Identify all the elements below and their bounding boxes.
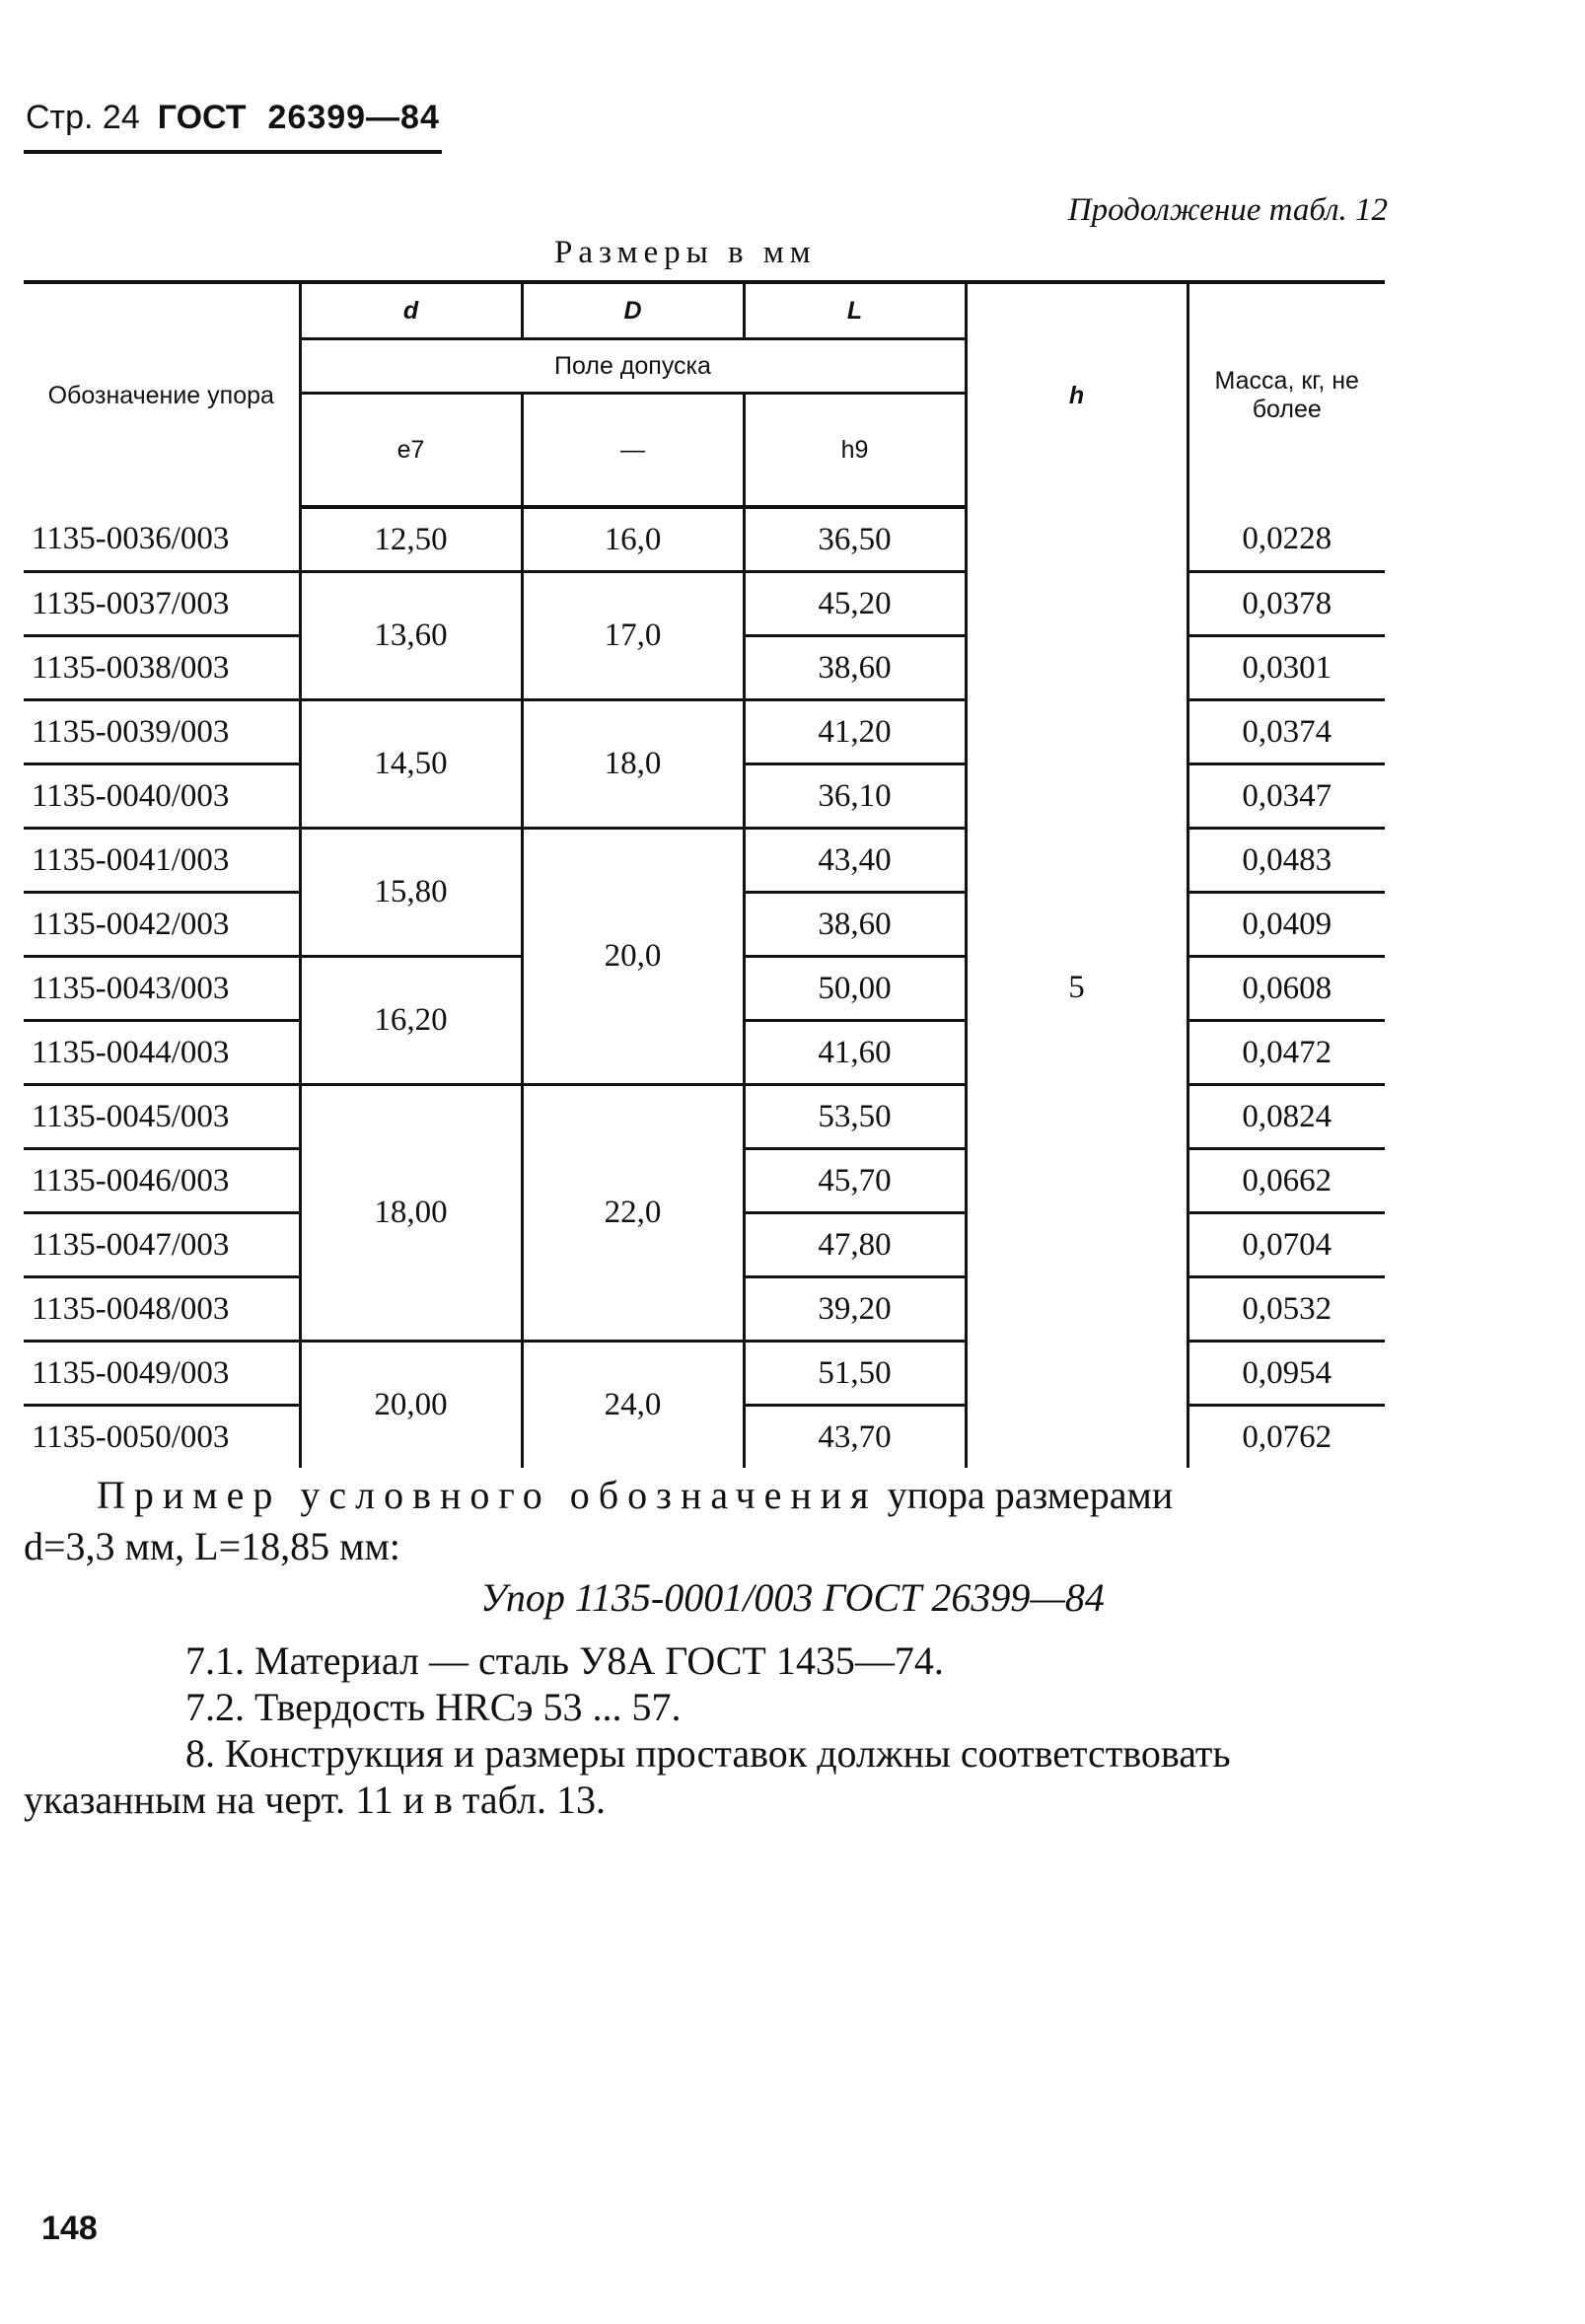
- row-L: 45,20: [744, 572, 966, 636]
- header-designation: Обозначение упора: [24, 282, 300, 507]
- standard-number: 26399—84: [267, 99, 440, 136]
- row-code: 1135-0043/003: [24, 957, 300, 1021]
- header-rule: [24, 150, 442, 154]
- row-D: 16,0: [522, 507, 744, 572]
- row-mass: 0,0301: [1188, 636, 1385, 700]
- numbered-items: [24, 1637, 1399, 1823]
- row-d: 12,50: [300, 507, 522, 572]
- table-units-caption: Размеры в мм: [554, 235, 817, 270]
- row-code: 1135-0045/003: [24, 1085, 300, 1149]
- header-d-tolerance: e7: [300, 394, 522, 508]
- row-code: 1135-0036/003: [24, 507, 300, 572]
- header-L: L: [744, 282, 966, 339]
- item-7-2: 7.2. Твердость HRCэ 53 ... 57.: [185, 1685, 682, 1729]
- row-code: 1135-0050/003: [24, 1406, 300, 1469]
- row-code: 1135-0037/003: [24, 572, 300, 636]
- header-mass: Масса, кг, не более: [1188, 282, 1385, 507]
- row-code: 1135-0044/003: [24, 1021, 300, 1085]
- row-code: 1135-0046/003: [24, 1149, 300, 1213]
- row-h: 5: [966, 507, 1188, 1468]
- page-number: 148: [41, 2210, 98, 2247]
- row-L: 43,70: [744, 1406, 966, 1469]
- row-d: 14,50: [300, 700, 522, 829]
- row-code: 1135-0048/003: [24, 1277, 300, 1342]
- row-code: 1135-0047/003: [24, 1213, 300, 1277]
- table-row: [24, 507, 1385, 572]
- row-L: 41,60: [744, 1021, 966, 1085]
- row-d: 16,20: [300, 957, 522, 1085]
- row-d: 15,80: [300, 829, 522, 957]
- row-mass: 0,0374: [1188, 700, 1385, 764]
- example-rest: упора размерами: [887, 1473, 1174, 1517]
- row-L: 53,50: [744, 1085, 966, 1149]
- row-L: 47,80: [744, 1213, 966, 1277]
- row-d: 13,60: [300, 572, 522, 700]
- row-code: 1135-0040/003: [24, 764, 300, 829]
- running-header: [26, 99, 440, 137]
- row-L: 51,50: [744, 1342, 966, 1406]
- row-mass: 0,0472: [1188, 1021, 1385, 1085]
- standard-label: ГОСТ: [157, 99, 247, 136]
- header-d: d: [300, 282, 522, 339]
- row-mass: 0,0704: [1188, 1213, 1385, 1277]
- row-code: 1135-0041/003: [24, 829, 300, 893]
- row-L: 36,10: [744, 764, 966, 829]
- row-d: 18,00: [300, 1085, 522, 1342]
- row-mass: 0,0532: [1188, 1277, 1385, 1342]
- row-L: 36,50: [744, 507, 966, 572]
- header-L-tolerance: h9: [744, 394, 966, 508]
- row-mass: 0,0378: [1188, 572, 1385, 636]
- header-tolerance: Поле допуска: [300, 339, 966, 394]
- row-mass: 0,0662: [1188, 1149, 1385, 1213]
- row-code: 1135-0049/003: [24, 1342, 300, 1406]
- page-label: Стр. 24: [26, 99, 140, 136]
- row-L: 45,70: [744, 1149, 966, 1213]
- row-D: 17,0: [522, 572, 744, 700]
- item-7-1: 7.1. Материал — сталь У8А ГОСТ 1435—74.: [185, 1638, 944, 1683]
- example-lead: Пример условного обозначения: [97, 1473, 878, 1517]
- row-code: 1135-0038/003: [24, 636, 300, 700]
- row-D: 24,0: [522, 1342, 744, 1469]
- header-D: D: [522, 282, 744, 339]
- row-mass: 0,0483: [1188, 829, 1385, 893]
- row-mass: 0,0228: [1188, 507, 1385, 572]
- row-L: 43,40: [744, 829, 966, 893]
- row-code: 1135-0039/003: [24, 700, 300, 764]
- header-D-tolerance: —: [522, 394, 744, 508]
- row-L: 41,20: [744, 700, 966, 764]
- row-L: 39,20: [744, 1277, 966, 1342]
- item-8-continuation: указанным на черт. 11 и в табл. 13.: [24, 1778, 606, 1822]
- row-D: 22,0: [522, 1085, 744, 1342]
- row-mass: 0,0347: [1188, 764, 1385, 829]
- table-continuation-note: Продолжение табл. 12: [1067, 192, 1388, 228]
- example-designation: Упор 1135-0001/003 ГОСТ 26399—84: [480, 1575, 1105, 1620]
- row-D: 20,0: [522, 829, 744, 1085]
- row-mass: 0,0824: [1188, 1085, 1385, 1149]
- row-mass: 0,0409: [1188, 893, 1385, 957]
- row-mass: 0,0762: [1242, 1418, 1333, 1455]
- row-mass: 0,0954: [1188, 1342, 1385, 1406]
- row-L: 38,60: [744, 893, 966, 957]
- item-8: 8. Конструкция и размеры проставок должны соответствовать: [185, 1731, 1231, 1776]
- row-d: 20,00: [300, 1342, 522, 1469]
- row-L: 50,00: [744, 957, 966, 1021]
- row-mass: 0,0608: [1188, 957, 1385, 1021]
- example-paragraph: [24, 1470, 1399, 1572]
- header-h: h: [966, 282, 1188, 507]
- example-line-2: d=3,3 мм, L=18,85 мм:: [24, 1524, 400, 1568]
- row-code: 1135-0042/003: [24, 893, 300, 957]
- row-D: 18,0: [522, 700, 744, 829]
- dimensions-table: [24, 280, 1385, 1468]
- row-L: 38,60: [744, 636, 966, 700]
